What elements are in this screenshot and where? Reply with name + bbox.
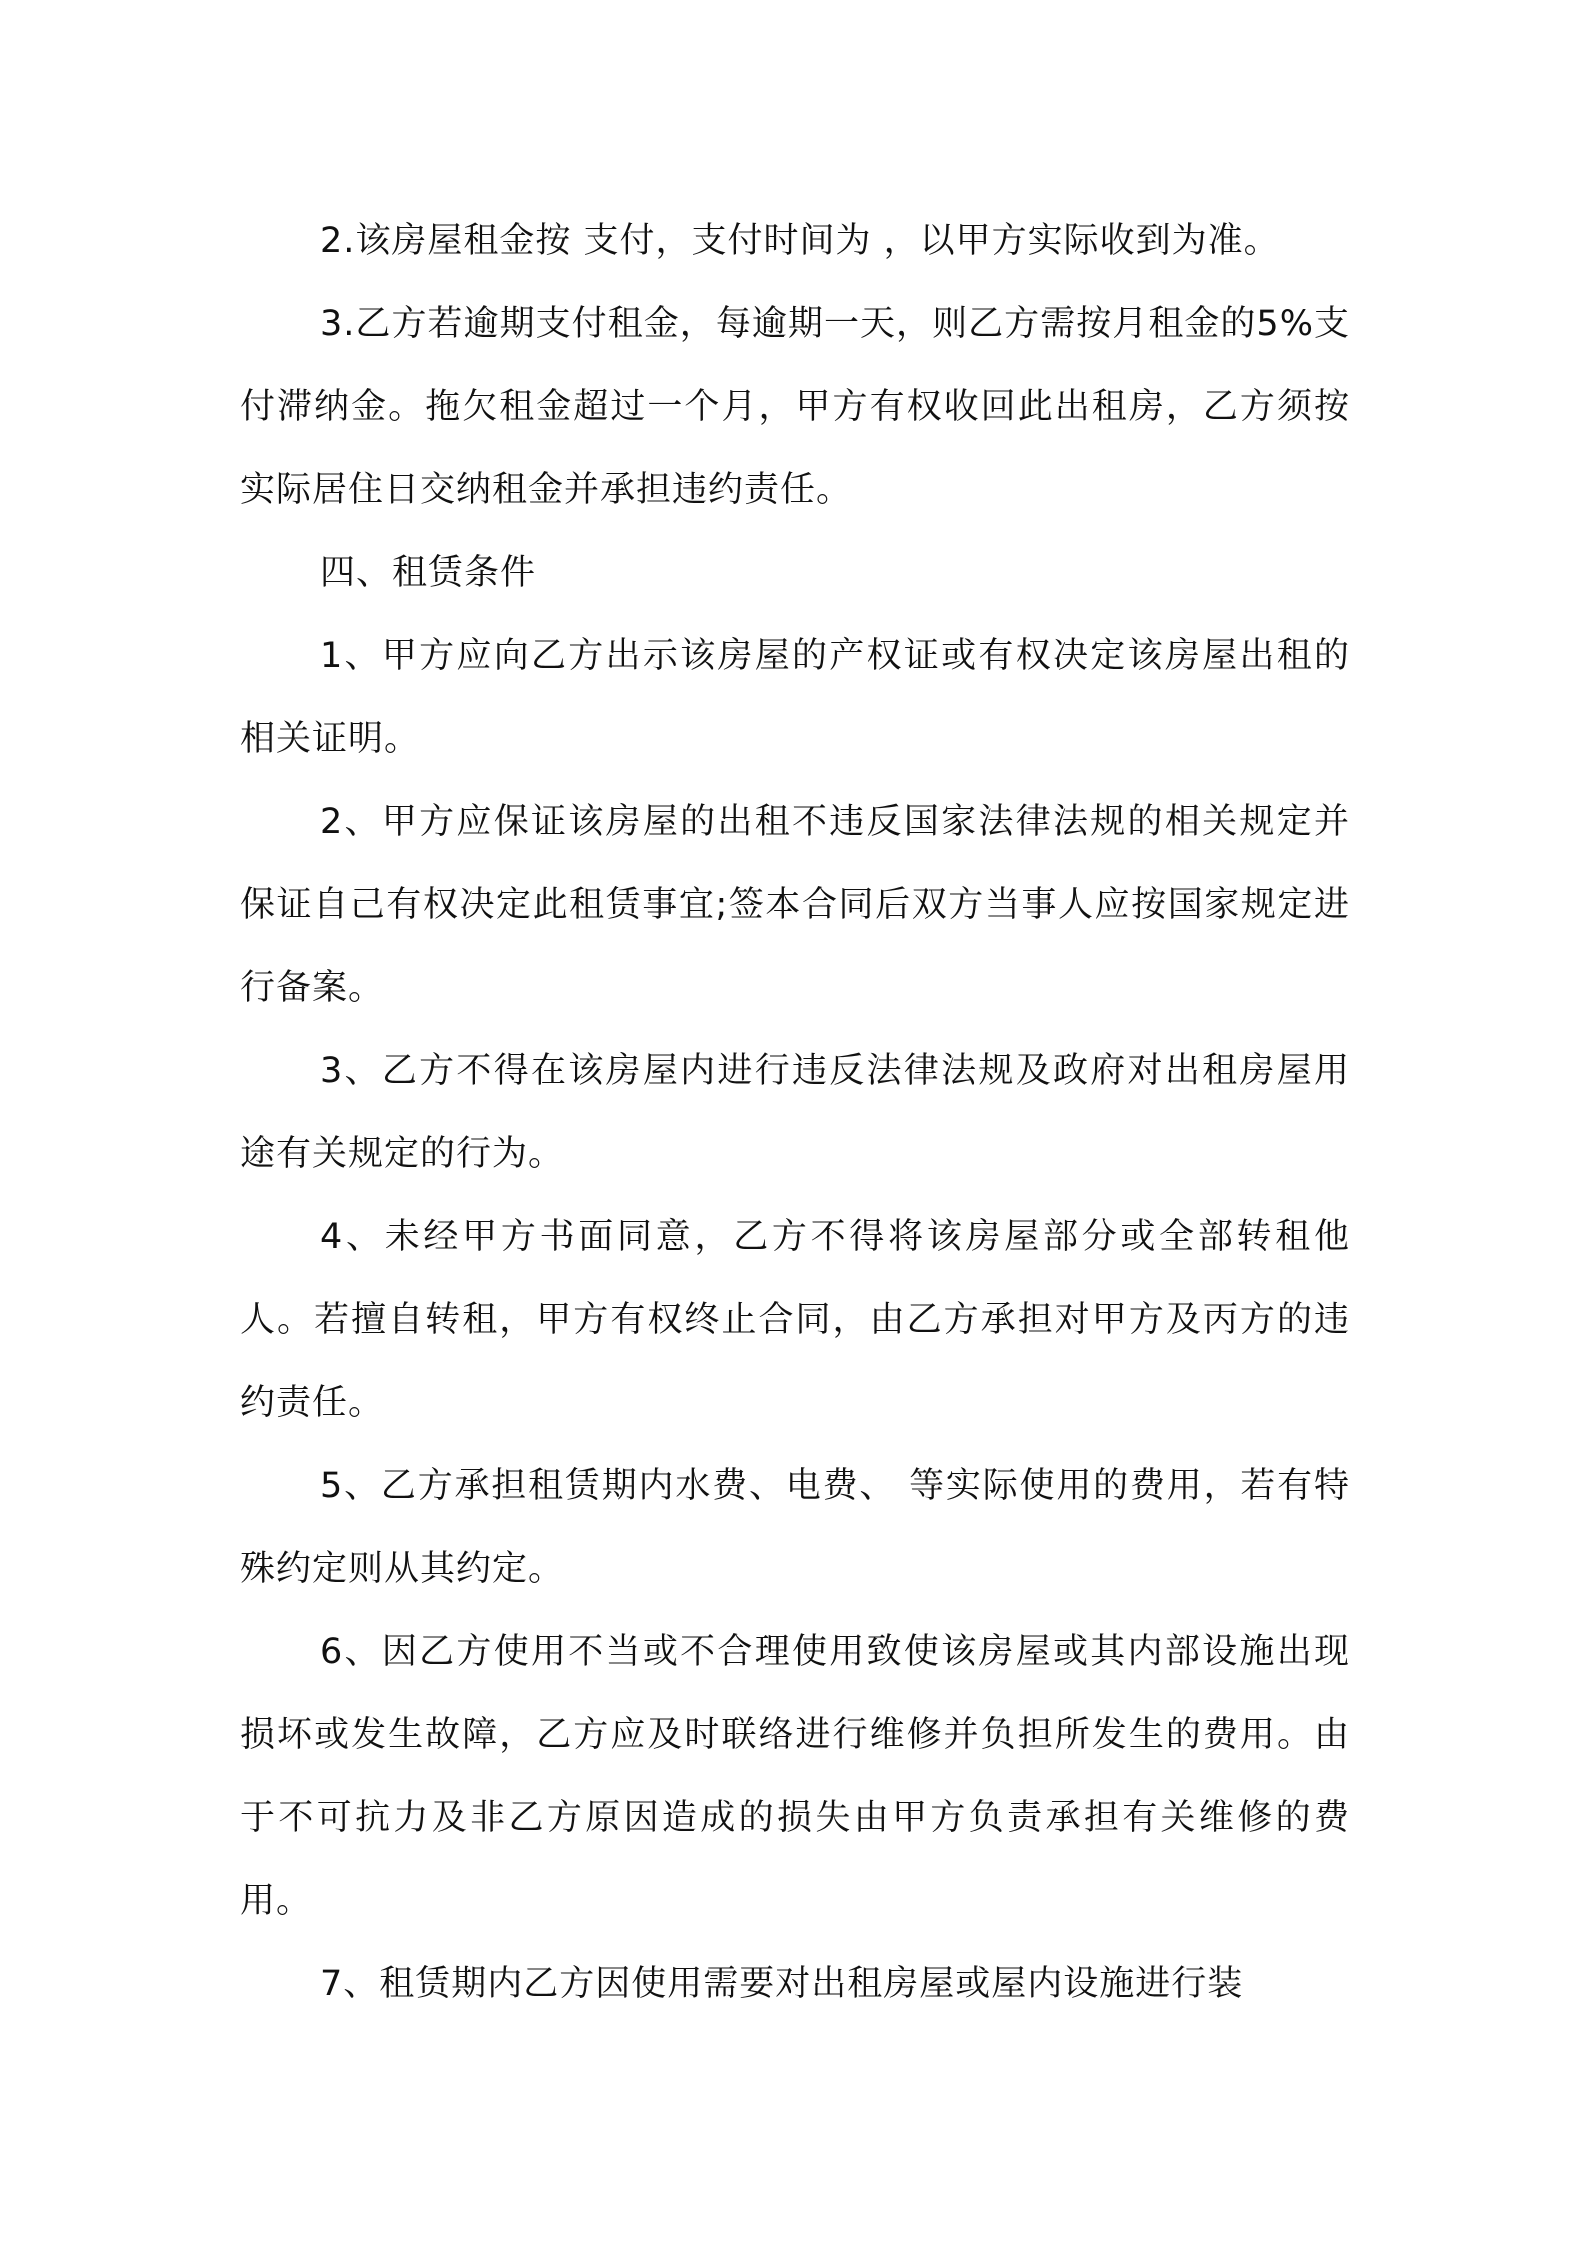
paragraph-rent-payment: 2.该房屋租金按 支付，支付时间为 ，以甲方实际收到为准。 (320, 221, 1280, 261)
paragraph-condition-1: 1、甲方应向乙方出示该房屋的产权证或有权决定该房屋出租的相关证明。 (240, 636, 1350, 759)
paragraph-condition-6: 6、因乙方使用不当或不合理使用致使该房屋或其内部设施出现损坏或发生故障，乙方应及时联络进行维修并负担所发生的费用。由于不可抗力及非乙方原因造成的损失由甲方负责承担有关维修的费用。 (240, 1632, 1350, 1921)
paragraph-condition-4: 4、未经甲方书面同意，乙方不得将该房屋部分或全部转租他人。若擅自转租，甲方有权终止合同，由乙方承担对甲方及丙方的违约责任。 (240, 1217, 1350, 1423)
section-heading-lease-conditions: 四、租赁条件 (320, 553, 537, 593)
document-page (240, 200, 1350, 2026)
paragraph-late-fee: 3.乙方若逾期支付租金，每逾期一天，则乙方需按月租金的5%支付滞纳金。拖欠租金超过一个月，甲方有权收回此出租房，乙方须按实际居住日交纳租金并承担违约责任。 (240, 304, 1350, 510)
paragraph-condition-5: 5、乙方承担租赁期内水费、电费、 等实际使用的费用，若有特殊约定则从其约定。 (240, 1466, 1350, 1589)
paragraph-condition-2: 2、甲方应保证该房屋的出租不违反国家法律法规的相关规定并保证自己有权决定此租赁事宜;签本合同后双方当事人应按国家规定进行备案。 (240, 802, 1350, 1008)
paragraph-condition-7: 7、租赁期内乙方因使用需要对出租房屋或屋内设施进行装 (320, 1964, 1244, 2004)
paragraph-condition-3: 3、乙方不得在该房屋内进行违反法律法规及政府对出租房屋用途有关规定的行为。 (240, 1051, 1350, 1174)
